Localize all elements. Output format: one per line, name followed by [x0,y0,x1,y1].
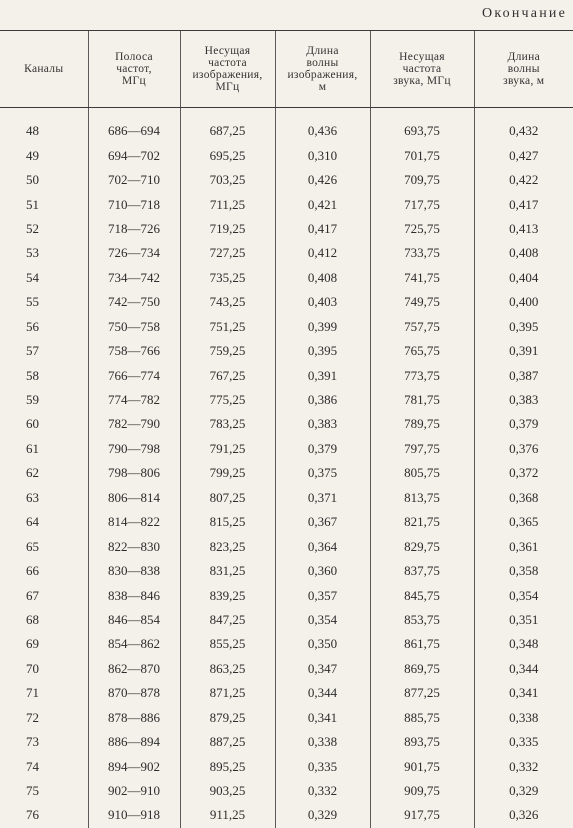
cell-audio-wavelength: 0,348 [474,632,573,656]
cell-frequency-band: 822—830 [88,534,180,558]
cell-video-wavelength: 0,364 [275,534,370,558]
cell-frequency-band: 710—718 [88,192,180,216]
cell-frequency-band: 830—838 [88,559,180,583]
table-row [0,192,573,216]
cell-channels: 65 [26,538,39,554]
cell-video-carrier: 735,25 [180,266,275,290]
table-row [0,559,573,583]
cell-audio-carrier: 733,75 [370,241,474,265]
cell-frequency-band: 750—758 [88,315,180,339]
cell-audio-wavelength: 0,332 [474,754,573,778]
cell-video-carrier: 775,25 [180,388,275,412]
cell-audio-carrier: 749,75 [370,290,474,314]
table-row [0,461,573,485]
cell-channels: 58 [26,367,39,383]
cell-frequency-band: 742—750 [88,290,180,314]
spacer-cell [88,108,180,120]
column-header-line: звука, м [503,75,545,87]
table-row [0,168,573,192]
page-heading: Окончание [482,6,567,21]
table-row [0,143,573,167]
cell-channels: 51 [26,196,39,212]
column-header-video-wavelength [275,31,370,108]
cell-audio-wavelength: 0,391 [474,339,573,363]
table-row [0,241,573,265]
cell-video-carrier: 823,25 [180,534,275,558]
cell-frequency-band: 886—894 [88,730,180,754]
table-row [0,363,573,387]
cell-channels: 73 [26,734,39,750]
table-row [0,730,573,754]
cell-audio-wavelength: 0,376 [474,437,573,461]
column-header-frequency-band [88,31,180,108]
cell-video-wavelength: 0,375 [275,461,370,485]
cell-channels: 50 [26,172,39,188]
table-row [0,217,573,241]
cell-frequency-band: 902—910 [88,779,180,803]
table-row [0,290,573,314]
table-row [0,583,573,607]
cell-frequency-band: 774—782 [88,388,180,412]
cell-video-carrier: 751,25 [180,315,275,339]
cell-audio-carrier: 861,75 [370,632,474,656]
cell-frequency-band: 862—870 [88,657,180,681]
cell-video-wavelength: 0,341 [275,706,370,730]
cell-channels: 66 [26,563,39,579]
cell-video-wavelength: 0,329 [275,803,370,827]
cell-channels: 54 [26,269,39,285]
cell-audio-carrier: 693,75 [370,119,474,143]
column-header-line: Полоса [115,51,153,63]
cell-audio-carrier: 717,75 [370,192,474,216]
cell-video-wavelength: 0,367 [275,510,370,534]
cell-channels: 56 [26,318,39,334]
cell-audio-wavelength: 0,372 [474,461,573,485]
cell-channels: 55 [26,294,39,310]
cell-video-wavelength: 0,357 [275,583,370,607]
cell-channels: 60 [26,416,39,432]
cell-frequency-band: 758—766 [88,339,180,363]
cell-audio-carrier: 813,75 [370,486,474,510]
cell-frequency-band: 790—798 [88,437,180,461]
cell-channels: 69 [26,636,39,652]
table-row [0,608,573,632]
cell-frequency-band: 854—862 [88,632,180,656]
spacer-cell [0,108,88,120]
cell-video-carrier: 879,25 [180,706,275,730]
cell-audio-wavelength: 0,361 [474,534,573,558]
cell-audio-carrier: 741,75 [370,266,474,290]
cell-audio-carrier: 773,75 [370,363,474,387]
cell-audio-carrier: 901,75 [370,754,474,778]
column-header-line: м [318,81,327,93]
cell-audio-carrier: 805,75 [370,461,474,485]
column-header-line: Несущая [399,51,445,63]
cell-video-wavelength: 0,371 [275,486,370,510]
cell-channels: 62 [26,465,39,481]
cell-audio-wavelength: 0,422 [474,168,573,192]
cell-frequency-band: 726—734 [88,241,180,265]
cell-video-carrier: 799,25 [180,461,275,485]
cell-audio-wavelength: 0,404 [474,266,573,290]
cell-audio-wavelength: 0,395 [474,315,573,339]
spacer-cell [474,108,573,120]
cell-video-carrier: 719,25 [180,217,275,241]
table-row [0,632,573,656]
column-header-audio-carrier [370,31,474,108]
column-header-line: Каналы [24,63,64,75]
cell-audio-carrier: 821,75 [370,510,474,534]
cell-audio-carrier: 781,75 [370,388,474,412]
cell-audio-carrier: 725,75 [370,217,474,241]
cell-video-wavelength: 0,421 [275,192,370,216]
cell-video-carrier: 839,25 [180,583,275,607]
column-header-line: изображения, [192,69,263,81]
cell-video-wavelength: 0,426 [275,168,370,192]
table-row [0,119,573,143]
cell-video-wavelength: 0,395 [275,339,370,363]
cell-audio-carrier: 885,75 [370,706,474,730]
cell-frequency-band: 870—878 [88,681,180,705]
cell-audio-carrier: 797,75 [370,437,474,461]
cell-audio-wavelength: 0,379 [474,412,573,436]
cell-frequency-band: 686—694 [88,119,180,143]
cell-audio-wavelength: 0,326 [474,803,573,827]
cell-video-wavelength: 0,354 [275,608,370,632]
cell-video-wavelength: 0,338 [275,730,370,754]
cell-video-carrier: 887,25 [180,730,275,754]
cell-frequency-band: 718—726 [88,217,180,241]
cell-audio-wavelength: 0,341 [474,681,573,705]
cell-channels: 75 [26,783,39,799]
column-header-line: волны [507,63,540,75]
column-header-line: частота [208,57,247,69]
cell-channels: 57 [26,343,39,359]
cell-video-wavelength: 0,408 [275,266,370,290]
cell-video-carrier: 903,25 [180,779,275,803]
table-row [0,437,573,461]
table-row [0,266,573,290]
cell-video-carrier: 711,25 [180,192,275,216]
cell-audio-wavelength: 0,400 [474,290,573,314]
cell-audio-carrier: 877,25 [370,681,474,705]
cell-audio-wavelength: 0,408 [474,241,573,265]
cell-frequency-band: 798—806 [88,461,180,485]
table-row [0,510,573,534]
cell-video-carrier: 767,25 [180,363,275,387]
cell-channels: 61 [26,440,39,456]
table-row [0,412,573,436]
table-row [0,534,573,558]
cell-video-wavelength: 0,436 [275,119,370,143]
cell-video-carrier: 847,25 [180,608,275,632]
cell-channels: 72 [26,709,39,725]
spacer-cell [180,108,275,120]
cell-audio-carrier: 853,75 [370,608,474,632]
cell-video-carrier: 831,25 [180,559,275,583]
cell-video-wavelength: 0,386 [275,388,370,412]
cell-channels: 63 [26,489,39,505]
cell-audio-carrier: 917,75 [370,803,474,827]
cell-audio-wavelength: 0,387 [474,363,573,387]
cell-video-wavelength: 0,412 [275,241,370,265]
cell-channels: 76 [26,807,39,823]
cell-video-carrier: 863,25 [180,657,275,681]
cell-video-carrier: 791,25 [180,437,275,461]
column-header-line: изображения, [287,69,358,81]
cell-video-wavelength: 0,335 [275,754,370,778]
header-row [0,31,573,108]
cell-video-wavelength: 0,332 [275,779,370,803]
column-header-video-carrier [180,31,275,108]
cell-channels: 70 [26,660,39,676]
channel-frequency-table [0,30,573,828]
table-row [0,657,573,681]
cell-audio-carrier: 909,75 [370,779,474,803]
cell-audio-wavelength: 0,351 [474,608,573,632]
spacer-cell [275,108,370,120]
cell-frequency-band: 806—814 [88,486,180,510]
cell-audio-carrier: 789,75 [370,412,474,436]
cell-video-wavelength: 0,347 [275,657,370,681]
column-header-audio-wavelength [474,31,573,108]
cell-channels: 74 [26,758,39,774]
table-row [0,803,573,827]
cell-audio-carrier: 893,75 [370,730,474,754]
table-row [0,388,573,412]
cell-audio-carrier: 701,75 [370,143,474,167]
column-header-line: частот, [116,63,152,75]
cell-video-carrier: 695,25 [180,143,275,167]
table-row [0,339,573,363]
cell-channels: 67 [26,587,39,603]
cell-video-carrier: 911,25 [180,803,275,827]
table-row [0,315,573,339]
cell-frequency-band: 894—902 [88,754,180,778]
column-header-line: волны [306,57,339,69]
table-row [0,754,573,778]
cell-video-wavelength: 0,310 [275,143,370,167]
cell-video-carrier: 783,25 [180,412,275,436]
cell-video-carrier: 759,25 [180,339,275,363]
table-row [0,706,573,730]
cell-audio-wavelength: 0,432 [474,119,573,143]
cell-frequency-band: 782—790 [88,412,180,436]
cell-channels: 53 [26,245,39,261]
column-header-line: Несущая [204,45,251,57]
cell-audio-carrier: 709,75 [370,168,474,192]
cell-audio-wavelength: 0,338 [474,706,573,730]
cell-channels: 59 [26,392,39,408]
cell-video-carrier: 807,25 [180,486,275,510]
cell-audio-carrier: 837,75 [370,559,474,583]
cell-video-carrier: 703,25 [180,168,275,192]
cell-audio-wavelength: 0,354 [474,583,573,607]
column-header-line: Длина [306,45,339,57]
cell-frequency-band: 878—886 [88,706,180,730]
cell-audio-carrier: 845,75 [370,583,474,607]
cell-audio-carrier: 765,75 [370,339,474,363]
cell-audio-wavelength: 0,335 [474,730,573,754]
cell-video-carrier: 815,25 [180,510,275,534]
column-header-line: звука, МГц [393,75,451,87]
cell-channels: 68 [26,611,39,627]
cell-channels: 64 [26,514,39,530]
column-header-line: МГц [215,81,240,93]
cell-frequency-band: 694—702 [88,143,180,167]
cell-video-wavelength: 0,344 [275,681,370,705]
cell-audio-wavelength: 0,427 [474,143,573,167]
cell-audio-wavelength: 0,368 [474,486,573,510]
table-row [0,681,573,705]
cell-audio-wavelength: 0,329 [474,779,573,803]
cell-frequency-band: 838—846 [88,583,180,607]
cell-channels: 52 [26,220,39,236]
cell-video-carrier: 855,25 [180,632,275,656]
cell-video-carrier: 743,25 [180,290,275,314]
cell-audio-wavelength: 0,383 [474,388,573,412]
spacer-row [0,108,573,120]
cell-audio-wavelength: 0,413 [474,217,573,241]
spacer-cell [370,108,474,120]
table-body [0,108,573,828]
table-header [0,31,573,108]
cell-channels: 48 [26,123,39,139]
cell-video-wavelength: 0,403 [275,290,370,314]
cell-video-wavelength: 0,383 [275,412,370,436]
column-header-channels [0,31,88,108]
cell-video-carrier: 895,25 [180,754,275,778]
cell-video-wavelength: 0,350 [275,632,370,656]
table-row [0,779,573,803]
cell-audio-carrier: 829,75 [370,534,474,558]
cell-video-carrier: 727,25 [180,241,275,265]
cell-frequency-band: 734—742 [88,266,180,290]
cell-video-carrier: 687,25 [180,119,275,143]
column-header-line: частота [402,63,442,75]
cell-audio-wavelength: 0,417 [474,192,573,216]
column-header-line: Длина [507,51,540,63]
cell-video-wavelength: 0,417 [275,217,370,241]
cell-video-wavelength: 0,391 [275,363,370,387]
cell-frequency-band: 702—710 [88,168,180,192]
cell-frequency-band: 814—822 [88,510,180,534]
cell-audio-carrier: 757,75 [370,315,474,339]
cell-frequency-band: 766—774 [88,363,180,387]
column-header-line: МГц [122,75,146,87]
cell-channels: 71 [26,685,39,701]
cell-frequency-band: 910—918 [88,803,180,827]
cell-video-wavelength: 0,399 [275,315,370,339]
cell-channels: 49 [26,147,39,163]
table-row [0,486,573,510]
cell-video-carrier: 871,25 [180,681,275,705]
cell-audio-wavelength: 0,344 [474,657,573,681]
cell-audio-wavelength: 0,365 [474,510,573,534]
cell-audio-wavelength: 0,358 [474,559,573,583]
cell-frequency-band: 846—854 [88,608,180,632]
cell-audio-carrier: 869,75 [370,657,474,681]
cell-video-wavelength: 0,379 [275,437,370,461]
cell-video-wavelength: 0,360 [275,559,370,583]
